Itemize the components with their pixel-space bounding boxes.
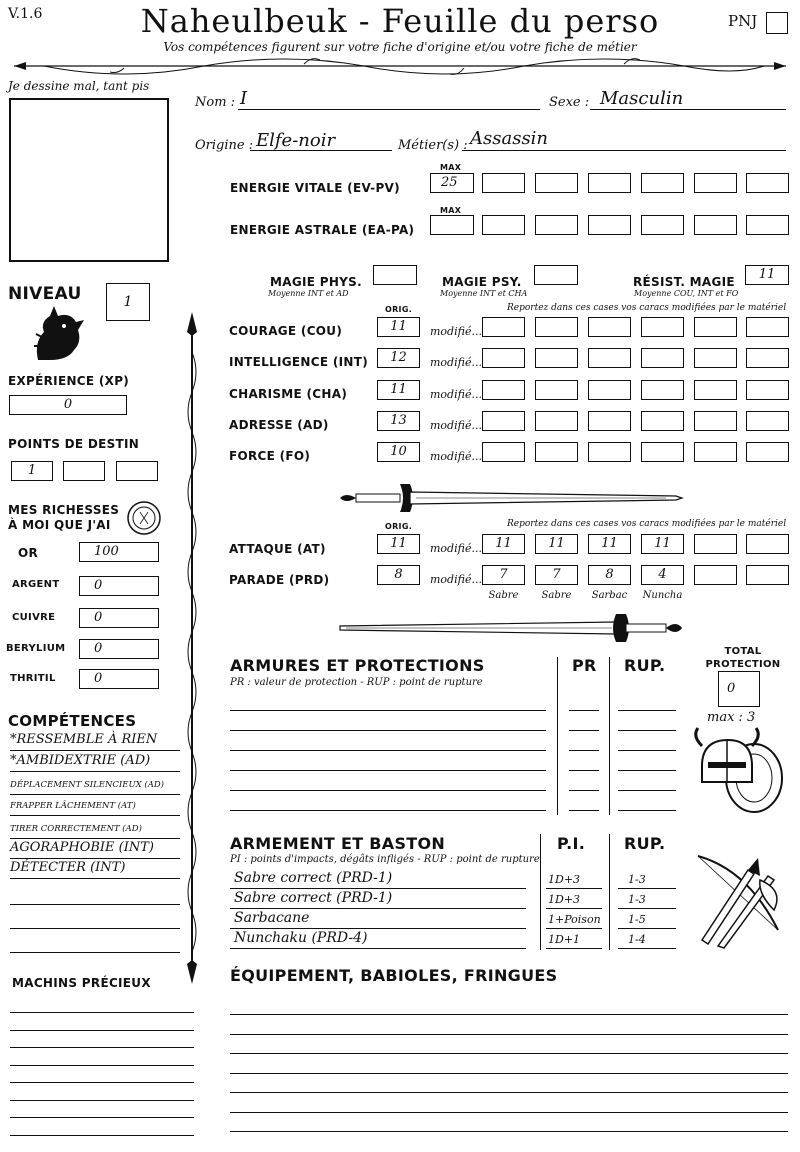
wealth-value-thritil[interactable]: 0 xyxy=(79,669,159,689)
destin-label: POINTS DE DESTIN xyxy=(8,437,140,451)
skill-entry[interactable]: *AMBIDEXTRIE (AD) xyxy=(10,753,151,768)
stat-mod-box[interactable] xyxy=(641,348,684,368)
weapon-pi[interactable]: 1D+3 xyxy=(548,893,581,906)
ea-label: ENERGIE ASTRALE (EA-PA) xyxy=(230,223,415,237)
stat-label: INTELLIGENCE (INT) xyxy=(229,355,368,369)
skill-line[interactable] xyxy=(10,858,180,859)
attaque-mod-box[interactable] xyxy=(746,534,789,554)
stat-mod-box[interactable] xyxy=(482,317,525,337)
weapon-name-label: Sarbac xyxy=(591,590,628,601)
armor-rup-line[interactable] xyxy=(618,770,676,771)
stat-orig-box[interactable]: 12 xyxy=(377,348,420,368)
destin-box-3[interactable] xyxy=(116,461,158,481)
ea-max-box[interactable] xyxy=(430,215,474,235)
weapon-name[interactable]: Nunchaku (PRD-4) xyxy=(234,930,368,946)
pnj-label: PNJ xyxy=(728,12,758,30)
stat-mod-box[interactable] xyxy=(746,317,789,337)
ea-max-label: MAX xyxy=(440,206,462,215)
armor-pr-line[interactable] xyxy=(569,750,599,751)
modifie-label: modifié... xyxy=(430,542,482,555)
stat-mod-box[interactable] xyxy=(535,411,578,431)
parade-mod-box[interactable]: 4 xyxy=(641,565,684,585)
armor-title: ARMURES ET PROTECTIONS xyxy=(230,656,485,675)
machins-line[interactable] xyxy=(10,1030,194,1031)
metier-field[interactable]: Assassin xyxy=(470,128,549,149)
stat-mod-box[interactable] xyxy=(482,442,525,462)
weapon-name[interactable]: Sarbacane xyxy=(234,910,310,926)
wealth-value-berylium[interactable]: 0 xyxy=(79,639,159,659)
weapon-pi-line[interactable] xyxy=(546,948,602,949)
ev-box-1[interactable] xyxy=(482,173,525,193)
resist-magie-box[interactable]: 11 xyxy=(745,265,789,285)
modifie-label: modifié... xyxy=(430,388,482,401)
equip-line[interactable] xyxy=(230,1034,788,1035)
stat-label: COURAGE (COU) xyxy=(229,324,343,338)
stat-mod-box[interactable] xyxy=(588,411,631,431)
sexe-field[interactable]: Masculin xyxy=(600,88,684,109)
stat-mod-box[interactable] xyxy=(535,317,578,337)
equip-line[interactable] xyxy=(230,1014,788,1015)
magie-phys-box[interactable] xyxy=(373,265,417,285)
wealth-label-or: OR xyxy=(18,546,39,560)
resist-magie-label: RÉSIST. MAGIE xyxy=(633,275,735,289)
skill-line[interactable] xyxy=(10,878,180,879)
weapons-note: PI : points d'impacts, dégâts infligés - RUP : point de rupture xyxy=(230,854,540,865)
equip-line[interactable] xyxy=(230,1112,788,1113)
stat-label: FORCE (FO) xyxy=(229,449,311,463)
stat-mod-box[interactable] xyxy=(482,380,525,400)
sexe-label: Sexe : xyxy=(549,95,590,110)
skill-entry[interactable]: DÉPLACEMENT SILENCIEUX (AD) xyxy=(10,780,164,790)
ea-box-6[interactable] xyxy=(746,215,789,235)
parade-label: PARADE (PRD) xyxy=(229,573,330,587)
weapon-rup-line[interactable] xyxy=(618,928,676,929)
skill-entry[interactable]: FRAPPER LÂCHEMENT (AT) xyxy=(10,801,136,811)
equip-line[interactable] xyxy=(230,1073,788,1074)
stat-mod-box[interactable] xyxy=(482,411,525,431)
armor-name-line[interactable] xyxy=(230,730,546,731)
armor-pr-header: PR xyxy=(572,656,597,675)
armor-rup-line[interactable] xyxy=(618,810,676,811)
magie-phys-note: Moyenne INT et AD xyxy=(268,289,349,298)
ev-box-5[interactable] xyxy=(694,173,737,193)
stat-label: ADRESSE (AD) xyxy=(229,418,329,432)
machins-line[interactable] xyxy=(10,1117,194,1118)
magie-phys-label: MAGIE PHYS. xyxy=(270,275,362,289)
attaque-mod-box[interactable]: 11 xyxy=(641,534,684,554)
wealth-label-berylium: BERYLIUM xyxy=(6,643,66,654)
niveau-box[interactable]: 1 xyxy=(106,283,150,321)
total-protection-label: TOTAL PROTECTION xyxy=(705,646,781,670)
skill-entry[interactable]: AGORAPHOBIE (INT) xyxy=(10,840,154,855)
weapon-pi[interactable]: 1D+3 xyxy=(548,873,581,886)
stat-mod-box[interactable] xyxy=(746,380,789,400)
ea-box-3[interactable] xyxy=(588,215,631,235)
attaque-mod-box[interactable] xyxy=(694,534,737,554)
parade-mod-box[interactable]: 7 xyxy=(482,565,525,585)
machins-line[interactable] xyxy=(10,1065,194,1066)
sword-icon xyxy=(336,478,686,518)
pnj-checkbox[interactable] xyxy=(766,12,788,34)
armor-name-line[interactable] xyxy=(230,790,546,791)
origine-label: Origine : xyxy=(195,138,254,153)
wealth-title: MES RICHESSES À MOI QUE J'AI xyxy=(8,503,120,532)
nom-field[interactable]: I xyxy=(240,88,248,109)
wealth-value-cuivre[interactable]: 0 xyxy=(79,608,159,628)
stats-orig-label: ORIG. xyxy=(385,305,413,314)
weapon-pi-line[interactable] xyxy=(546,908,602,909)
stat-mod-box[interactable] xyxy=(641,411,684,431)
stat-mod-box[interactable] xyxy=(482,348,525,368)
dragon-icon xyxy=(30,302,86,364)
weapon-name-line[interactable] xyxy=(230,948,526,949)
modifie-label: modifié... xyxy=(430,450,482,463)
magie-psy-note: Moyenne INT et CHA xyxy=(440,289,528,298)
weapon-rup-line[interactable] xyxy=(618,908,676,909)
ev-box-6[interactable] xyxy=(746,173,789,193)
skill-line[interactable] xyxy=(10,815,180,816)
armor-name-line[interactable] xyxy=(230,710,546,711)
skill-line[interactable] xyxy=(10,838,180,839)
stat-mod-box[interactable] xyxy=(588,380,631,400)
weapon-name-line[interactable] xyxy=(230,928,526,929)
stat-mod-box[interactable] xyxy=(535,380,578,400)
ea-box-1[interactable] xyxy=(482,215,525,235)
destin-box-2[interactable] xyxy=(63,461,105,481)
attaque-label: ATTAQUE (AT) xyxy=(229,542,326,556)
modifie-label: modifié... xyxy=(430,573,482,586)
armor-pr-line[interactable] xyxy=(569,790,599,791)
combat-orig-label: ORIG. xyxy=(385,522,413,531)
stat-mod-box[interactable] xyxy=(694,442,737,462)
armor-note: PR : valeur de protection - RUP : point de rupture xyxy=(230,677,483,688)
stat-mod-box[interactable] xyxy=(694,380,737,400)
sheet-title: Naheulbeuk - Feuille du perso xyxy=(140,2,660,40)
parade-mod-box[interactable]: 8 xyxy=(588,565,631,585)
armor-rup-line[interactable] xyxy=(618,710,676,711)
armor-pr-line[interactable] xyxy=(569,710,599,711)
skill-line[interactable] xyxy=(10,750,180,751)
armor-name-line[interactable] xyxy=(230,750,546,751)
wealth-label-cuivre: CUIVRE xyxy=(12,612,56,623)
magie-psy-box[interactable] xyxy=(534,265,578,285)
weapon-pi[interactable]: 1D+1 xyxy=(548,933,581,946)
modifie-label: modifié... xyxy=(430,325,482,338)
xp-box[interactable]: 0 xyxy=(9,395,127,415)
skill-entry[interactable]: DÉTECTER (INT) xyxy=(10,860,126,875)
parade-mod-box[interactable] xyxy=(694,565,737,585)
metier-label: Métier(s) : xyxy=(398,138,468,153)
weapon-name-line[interactable] xyxy=(230,908,526,909)
origine-field[interactable]: Elfe-noir xyxy=(256,130,336,151)
stat-mod-box[interactable] xyxy=(641,380,684,400)
modifie-label: modifié... xyxy=(430,419,482,432)
stat-mod-box[interactable] xyxy=(694,411,737,431)
helmet-shield-icon xyxy=(692,726,788,816)
skill-line[interactable] xyxy=(10,904,180,905)
parade-mod-box[interactable]: 7 xyxy=(535,565,578,585)
ev-box-3[interactable] xyxy=(588,173,631,193)
parade-mod-box[interactable] xyxy=(746,565,789,585)
ev-max-box[interactable]: 25 xyxy=(430,173,474,193)
armor-name-line[interactable] xyxy=(230,810,546,811)
stat-mod-box[interactable] xyxy=(694,317,737,337)
parade-orig-box[interactable]: 8 xyxy=(377,565,420,585)
weapon-pi[interactable]: 1+Poison xyxy=(548,913,601,926)
stat-mod-box[interactable] xyxy=(694,348,737,368)
armor-rup-line[interactable] xyxy=(618,750,676,751)
ea-box-4[interactable] xyxy=(641,215,684,235)
wealth-value-argent[interactable]: 0 xyxy=(79,576,159,596)
armor-rup-header: RUP. xyxy=(624,656,666,675)
attaque-mod-box[interactable]: 11 xyxy=(535,534,578,554)
skill-line[interactable] xyxy=(10,794,180,795)
max-protection-label: max : 3 xyxy=(707,710,756,725)
armor-rup-line[interactable] xyxy=(618,730,676,731)
armor-pr-line[interactable] xyxy=(569,730,599,731)
equip-line[interactable] xyxy=(230,1092,788,1093)
stat-mod-box[interactable] xyxy=(535,348,578,368)
ev-box-4[interactable] xyxy=(641,173,684,193)
stat-label: CHARISME (CHA) xyxy=(229,387,348,401)
weapon-pi-line[interactable] xyxy=(546,888,602,889)
weapon-rup-line[interactable] xyxy=(618,888,676,889)
nom-label: Nom : xyxy=(195,95,236,110)
weapon-pi-line[interactable] xyxy=(546,928,602,929)
wealth-label-thritil: THRITIL xyxy=(10,673,56,684)
weapons-title: ARMEMENT ET BASTON xyxy=(230,834,446,853)
coin-icon xyxy=(126,500,162,536)
stat-mod-box[interactable] xyxy=(588,317,631,337)
xp-label: EXPÉRIENCE (XP) xyxy=(8,374,130,388)
machins-line[interactable] xyxy=(10,1135,194,1136)
armor-name-line[interactable] xyxy=(230,770,546,771)
ea-box-2[interactable] xyxy=(535,215,578,235)
weapons-pi-header: P.I. xyxy=(557,834,586,853)
total-protection-box[interactable]: 0 xyxy=(718,671,760,707)
sheet-subtitle: Vos compétences figurent sur votre fiche d'origine et/ou votre fiche de métier xyxy=(163,40,637,54)
weapon-name-line[interactable] xyxy=(230,888,526,889)
stat-mod-box[interactable] xyxy=(641,442,684,462)
ea-box-5[interactable] xyxy=(694,215,737,235)
stat-mod-box[interactable] xyxy=(746,411,789,431)
weapons-rup-header: RUP. xyxy=(624,834,666,853)
armor-pr-line[interactable] xyxy=(569,810,599,811)
weapons-icon xyxy=(688,850,788,950)
niveau-label: NIVEAU xyxy=(8,284,82,304)
attaque-mod-box[interactable]: 11 xyxy=(588,534,631,554)
ev-box-2[interactable] xyxy=(535,173,578,193)
skills-title: COMPÉTENCES xyxy=(8,712,137,730)
sword-icon-2 xyxy=(336,608,686,648)
destin-box-1[interactable]: 1 xyxy=(11,461,53,481)
skill-entry[interactable]: TIRER CORRECTEMENT (AD) xyxy=(10,824,142,834)
skill-line[interactable] xyxy=(10,952,180,953)
ev-max-label: MAX xyxy=(440,163,462,172)
skill-line[interactable] xyxy=(10,771,180,772)
weapon-name-label: Sabre xyxy=(541,590,572,601)
weapon-rup[interactable]: 1-5 xyxy=(628,913,646,926)
stat-orig-box[interactable]: 13 xyxy=(377,411,420,431)
weapon-rup-line[interactable] xyxy=(618,948,676,949)
machins-line[interactable] xyxy=(10,1012,194,1013)
skill-line[interactable] xyxy=(10,928,180,929)
stat-mod-box[interactable] xyxy=(588,442,631,462)
version-label: V.1.6 xyxy=(8,6,43,22)
portrait-frame[interactable] xyxy=(9,98,169,262)
weapon-rup[interactable]: 1-4 xyxy=(628,933,646,946)
machins-title: MACHINS PRÉCIEUX xyxy=(12,976,151,990)
wealth-value-or[interactable]: 100 xyxy=(79,542,159,562)
portrait-caption: Je dessine mal, tant pis xyxy=(8,79,150,93)
weapon-name[interactable]: Sabre correct (PRD-1) xyxy=(234,870,393,886)
equipement-title: ÉQUIPEMENT, BABIOLES, FRINGUES xyxy=(230,966,558,985)
armor-rup-line[interactable] xyxy=(618,790,676,791)
stat-mod-box[interactable] xyxy=(641,317,684,337)
resist-magie-note: Moyenne COU, INT et FO xyxy=(634,289,739,298)
equip-line[interactable] xyxy=(230,1053,788,1054)
weapon-rup[interactable]: 1-3 xyxy=(628,873,646,886)
machins-line[interactable] xyxy=(10,1047,194,1048)
attaque-orig-box[interactable]: 11 xyxy=(377,534,420,554)
machins-line[interactable] xyxy=(10,1100,194,1101)
ev-label: ENERGIE VITALE (EV-PV) xyxy=(230,181,400,195)
stat-orig-box[interactable]: 11 xyxy=(377,317,420,337)
modifie-label: modifié... xyxy=(430,356,482,369)
machins-line[interactable] xyxy=(10,1082,194,1083)
stat-mod-box[interactable] xyxy=(588,348,631,368)
magie-psy-label: MAGIE PSY. xyxy=(442,275,522,289)
weapon-name-label: Sabre xyxy=(488,590,519,601)
stat-orig-box[interactable]: 10 xyxy=(377,442,420,462)
wealth-label-argent: ARGENT xyxy=(12,579,60,590)
stats-note: Reportez dans ces cases vos caracs modifiées par le matériel xyxy=(507,303,787,313)
stat-orig-box[interactable]: 11 xyxy=(377,380,420,400)
skill-entry[interactable]: *RESSEMBLE À RIEN xyxy=(10,732,158,747)
weapon-name[interactable]: Sabre correct (PRD-1) xyxy=(234,890,393,906)
armor-pr-line[interactable] xyxy=(569,770,599,771)
stat-mod-box[interactable] xyxy=(746,348,789,368)
stat-mod-box[interactable] xyxy=(746,442,789,462)
equip-line[interactable] xyxy=(230,1131,788,1132)
attaque-mod-box[interactable]: 11 xyxy=(482,534,525,554)
combat-note: Reportez dans ces cases vos caracs modifiées par le matériel xyxy=(507,519,787,529)
spear-icon xyxy=(182,312,202,984)
weapon-rup[interactable]: 1-3 xyxy=(628,893,646,906)
weapon-name-label: Nuncha xyxy=(642,590,683,601)
stat-mod-box[interactable] xyxy=(535,442,578,462)
